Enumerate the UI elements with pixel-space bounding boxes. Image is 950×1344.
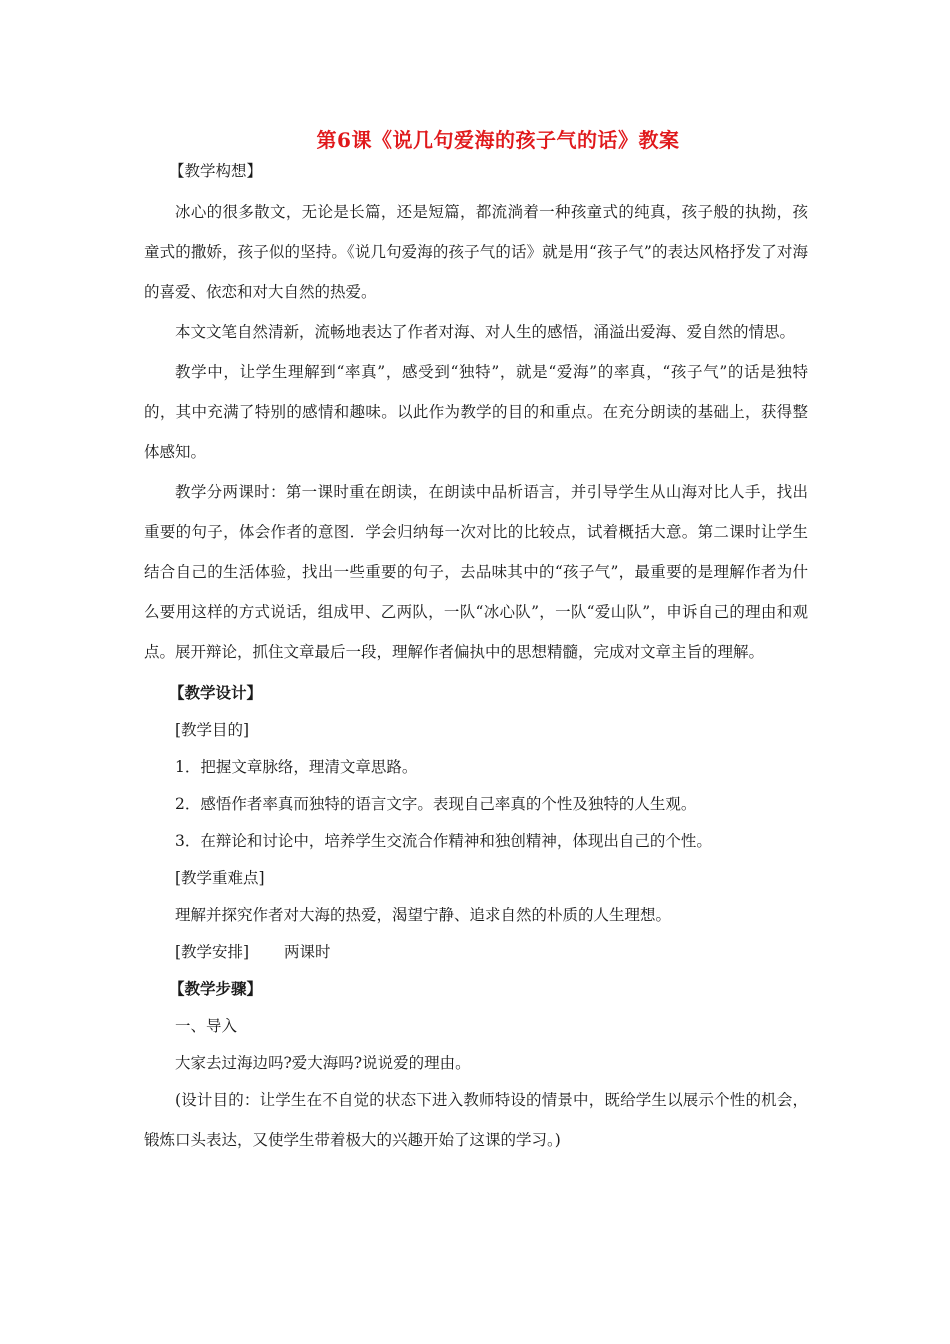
- arrangement-row: [144, 939, 808, 965]
- key-points-heading: [教学重难点]: [175, 869, 265, 887]
- section-heading-design: 【教学设计】: [169, 683, 263, 702]
- document-body: [144, 158, 808, 1160]
- section-heading-steps: 【教学步骤】: [169, 979, 263, 998]
- paragraph-4: 教学分两课时：第一课时重在朗读，在朗读中品析语言，并引导学生从山海对比人手，找出重要的句子，体会作者的意图．学会归纳每一次对比的比较点，试着概括大意。第二课时让学生结合自己的生活体验，找出一些重要的句子，去品味其中的“孩子气”，最重要的是理解作者为什么要用这样的方式说话，组成甲、乙两队，一队“冰心队”，一队“爱山队”，申诉自己的理由和观点。展开辩论，抓住文章最后一段，理解作者偏执中的思想精髓，完成对文章主旨的理解。: [144, 483, 808, 661]
- paragraph-2: 本文文笔自然清新，流畅地表达了作者对海、对人生的感悟，涌溢出爱海、爱自然的情思。: [175, 323, 796, 341]
- document-title: 第6课《说几句爱海的孩子气的话》教案: [316, 128, 680, 152]
- paragraph-3: 教学中，让学生理解到“率真”，感受到“独特”，就是“爱海”的率真，“孩子气”的话是独特的，其中充满了特别的感情和趣味。以此作为教学的目的和重点。在充分朗读的基础上，获得整体感知。: [144, 363, 808, 461]
- goal-heading: [教学目的]: [175, 721, 250, 739]
- goal-item-3: 3．在辩论和讨论中，培养学生交流合作精神和独创精神，体现出自己的个性。: [175, 832, 712, 850]
- key-points-text: 理解并探究作者对大海的热爱，渴望宁静、追求自然的朴质的人生理想。: [175, 906, 672, 924]
- arrangement-value: 两课时: [284, 943, 331, 961]
- goal-item-1: 1．把握文章脉络，理清文章思路。: [175, 758, 418, 776]
- step-1-text: 大家去过海边吗?爱大海吗?说说爱的理由。: [175, 1054, 471, 1072]
- arrangement-heading: [教学安排]: [175, 943, 250, 961]
- goal-item-2: 2．感悟作者率真而独特的语言文字。表现自己率真的个性及独特的人生观。: [175, 795, 697, 813]
- paragraph-1: 冰心的很多散文，无论是长篇，还是短篇，都流淌着一种孩童式的纯真，孩子般的执拗，孩童式的撒娇，孩子似的坚持。《说几句爱海的孩子气的话》就是用“孩子气”的表达风格抒发了对海的喜爱、依恋和对大自然的热爱。: [144, 203, 808, 301]
- step-1-heading: 一、导入: [175, 1017, 238, 1035]
- step-1-note: (设计目的：让学生在不自觉的状态下进入教师特设的情景中，既给学生以展示个性的机会，锻炼口头表达，又使学生带着极大的兴趣开始了这课的学习。): [144, 1091, 808, 1149]
- section-heading-idea: 【教学构想】: [169, 162, 263, 180]
